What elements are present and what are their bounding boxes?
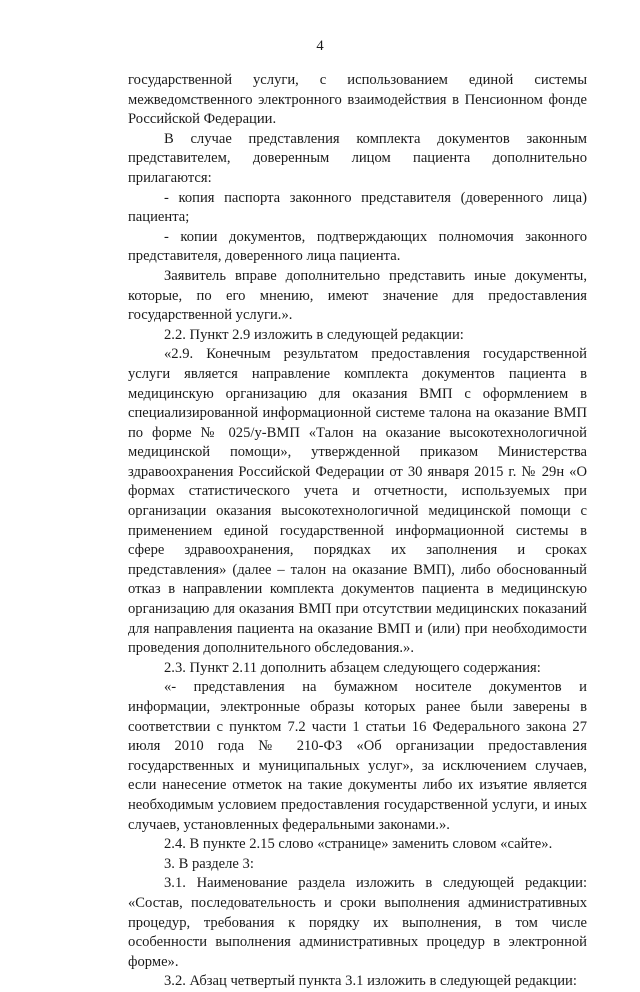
paragraph-amendment-3-2: 3.2. Абзац четвертый пункта 3.1 изложить в следующей редакции: (164, 973, 577, 990)
paragraph-clause-2-9: «2.9. Конечным результатом предоставления государственной услуги является направление комплекта документов пациента в медицинскую организацию для оказания ВМП с оформлением в специализированной информационной системе талона на оказание ВМП по форме № 025/у-ВМП «Талон на оказание высокотехнологичной медицинской помощи», утвержденной приказом Министерства здравоохранения Российской Федерации от 30 января 2015 г. № 29н «О формах статистического учета и отчетности, используемых при организации оказания высокотехнологичной медицинской помощи с применением единой государственной информационной системы в сфере здравоохранения, порядках их заполнения и сроках представления» (далее – талон на оказание ВМП), либо обоснованный отказ в направлении комплекта документов пациента в медицинскую организацию для оказания ВМП при отсутствии медицинских показаний для направления пациента на оказание ВМП и (или) при необходимости проведения дополнительного обследования.». (128, 346, 587, 657)
paragraph-continuation: государственной услуги, с использованием единой системы межведомственного электронного взаимодействия в Пенсионном фонде Российской Федерации. (128, 72, 587, 128)
paragraph-applicant-right: Заявитель вправе дополнительно представить иные документы, которые, по его мнению, имеют значение для предоставления государственной услуги.». (128, 267, 587, 324)
paragraph-paper-documents: «- представления на бумажном носителе документов и информации, электронные образы которых ранее были заверены в соответствии с пунктом 7.2 части 1 статьи 16 Федерального закона 27 июля 2010 года № 210-ФЗ «Об организации предоставления государственных и муниципальных услуг», за исключением случаев, если нанесение отметок на такие документы либо их изъятие является необходимым условием предоставления государственной услуги, и иных случаев, установленных федеральными законами.». (128, 679, 587, 833)
list-item-passport-copy: - копия паспорта законного представителя (доверенного лица) пациента; (128, 189, 587, 226)
paragraph-representative-docs: В случае представления комплекта документов законным представителем, доверенным лицом пациента дополнительно прилагаются: (128, 130, 587, 186)
paragraph-amendment-2-3: 2.3. Пункт 2.11 дополнить абзацем следующего содержания: (164, 659, 541, 676)
document-body (128, 71, 587, 992)
paragraph-amendment-2-2: 2.2. Пункт 2.9 изложить в следующей редакции: (164, 326, 464, 343)
paragraph-section-3: 3. В разделе 3: (164, 855, 254, 872)
list-item-authority-docs: - копии документов, подтверждающих полномочия законного представителя, доверенного лица пациента. (128, 228, 587, 265)
paragraph-amendment-3-1: 3.1. Наименование раздела изложить в следующей редакции: «Состав, последовательность и сроки выполнения административных процедур, требования к порядку их выполнения, в том числе особенности выполнения административных процедур в электронной форме». (128, 875, 587, 970)
paragraph-amendment-2-4: 2.4. В пункте 2.15 слово «странице» заменить словом «сайте». (164, 836, 553, 853)
page-number: 4 (316, 38, 324, 54)
